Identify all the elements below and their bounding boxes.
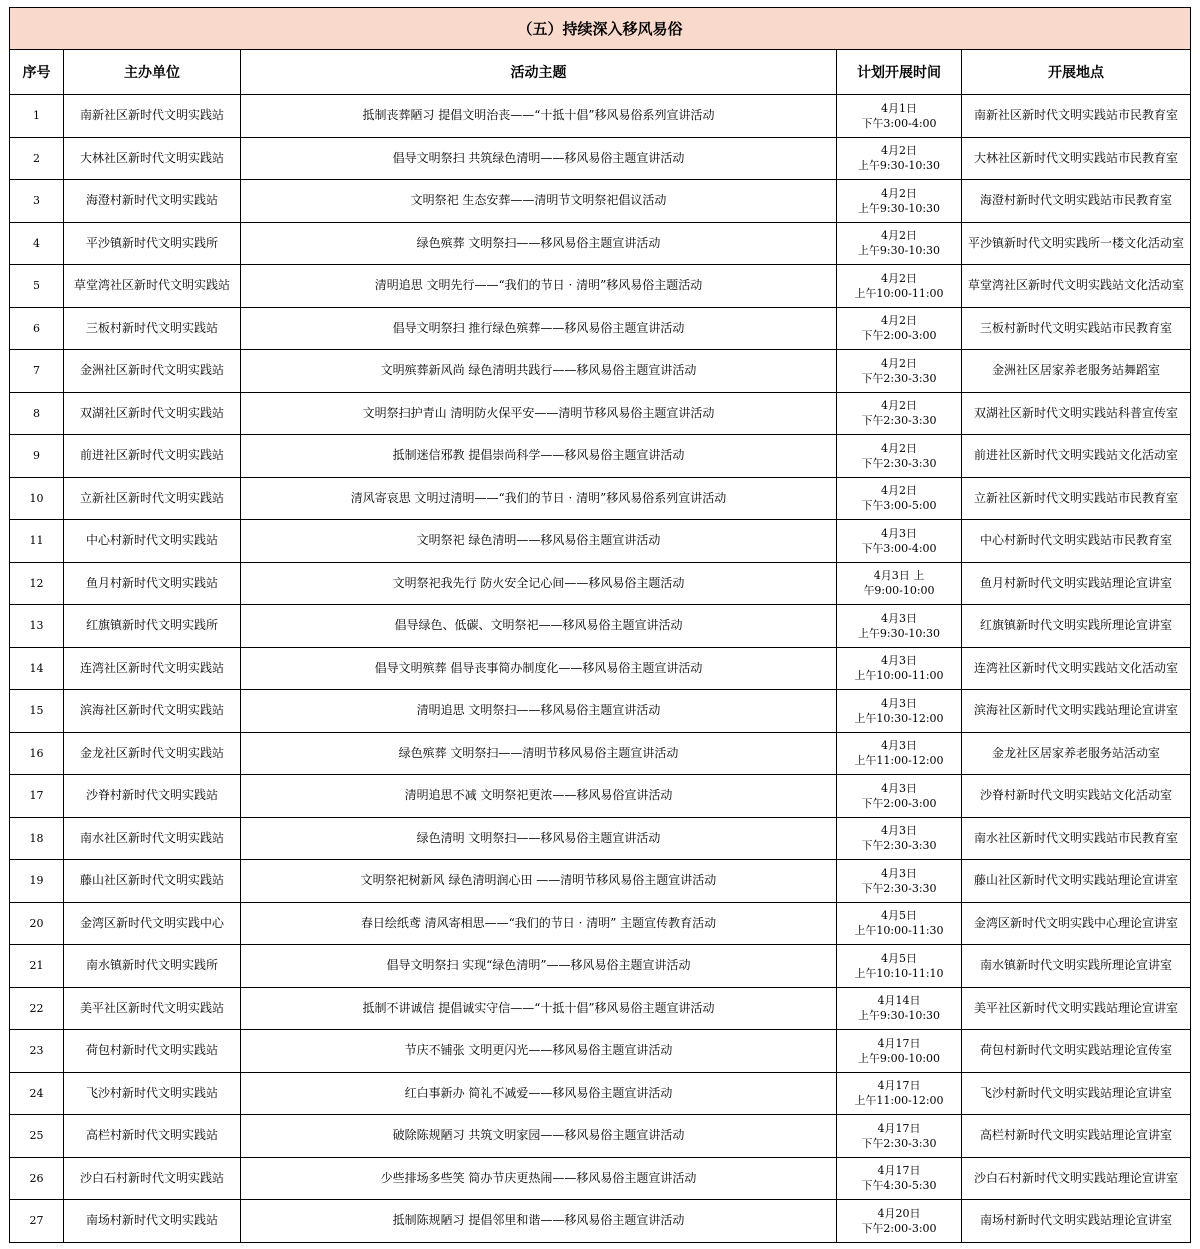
cell-theme: 文明祭扫护青山 清明防火保平安——清明节移风易俗主题宣讲活动: [241, 392, 837, 435]
cell-theme: 倡导文明祭扫 共筑绿色清明——移风易俗主题宣讲活动: [241, 137, 837, 180]
cell-time: [837, 1030, 962, 1073]
cell-hours: 下午2:30-3:30: [861, 456, 937, 470]
cell-theme: 绿色清明 文明祭扫——移风易俗主题宣讲活动: [241, 817, 837, 860]
cell-org: 金龙社区新时代文明实践站: [64, 732, 241, 775]
cell-org: 平沙镇新时代文明实践所: [64, 222, 241, 265]
header-theme: 活动主题: [241, 50, 837, 95]
cell-hours: 上午10:00-11:00: [854, 286, 944, 300]
cell-no: 8: [10, 392, 64, 435]
table-row: [10, 477, 1191, 520]
table-row: [10, 817, 1191, 860]
table-row: [10, 775, 1191, 818]
cell-hours: 下午2:00-3:00: [861, 329, 937, 343]
cell-hours: 下午2:30-3:30: [861, 414, 937, 428]
cell-date: 4月3日: [881, 739, 917, 753]
cell-place: 连湾社区新时代文明实践站文化活动室: [962, 647, 1191, 690]
cell-place: 平沙镇新时代文明实践所一楼文化活动室: [962, 222, 1191, 265]
cell-time: [837, 817, 962, 860]
cell-date: 4月3日: [881, 654, 917, 668]
cell-org: 美平社区新时代文明实践站: [64, 987, 241, 1030]
cell-org: 大林社区新时代文明实践站: [64, 137, 241, 180]
cell-org: 南场村新时代文明实践站: [64, 1200, 241, 1243]
cell-hours: 上午10:00-11:00: [854, 669, 944, 683]
table-header-row: [10, 50, 1191, 95]
cell-hours: 上午10:10-11:10: [854, 966, 944, 980]
cell-no: 20: [10, 902, 64, 945]
cell-time: [837, 180, 962, 223]
cell-place: 双湖社区新时代文明实践站科普宣传室: [962, 392, 1191, 435]
cell-place: 沙白石村新时代文明实践站理论宣讲室: [962, 1157, 1191, 1200]
cell-hours: 下午2:30-3:30: [861, 881, 937, 895]
table-row: [10, 1072, 1191, 1115]
cell-place: 立新社区新时代文明实践站市民教育室: [962, 477, 1191, 520]
cell-no: 21: [10, 945, 64, 988]
cell-theme: 文明祭祀我先行 防火安全记心间——移风易俗主题活动: [241, 562, 837, 605]
table-row: [10, 987, 1191, 1030]
cell-date: 4月2日: [881, 484, 917, 498]
cell-org: 金洲社区新时代文明实践站: [64, 350, 241, 393]
cell-theme: 清明追思 文明祭扫——移风易俗主题宣讲活动: [241, 690, 837, 733]
cell-place: 南新社区新时代文明实践站市民教育室: [962, 95, 1191, 138]
cell-theme: 红白事新办 简礼不减爱——移风易俗主题宣讲活动: [241, 1072, 837, 1115]
cell-no: 23: [10, 1030, 64, 1073]
cell-theme: 抵制迷信邪教 提倡崇尚科学——移风易俗主题宣讲活动: [241, 435, 837, 478]
table-row: [10, 1157, 1191, 1200]
cell-time: [837, 902, 962, 945]
cell-theme: 抵制不讲诚信 提倡诚实守信——“十抵十倡”移风易俗主题宣讲活动: [241, 987, 837, 1030]
cell-place: 草堂湾社区新时代文明实践站文化活动室: [962, 265, 1191, 308]
cell-date: 4月20日: [877, 1206, 921, 1220]
cell-place: 中心村新时代文明实践站市民教育室: [962, 520, 1191, 563]
cell-time: [837, 477, 962, 520]
cell-org: 滨海社区新时代文明实践站: [64, 690, 241, 733]
cell-no: 5: [10, 265, 64, 308]
cell-no: 24: [10, 1072, 64, 1115]
table-row: [10, 945, 1191, 988]
cell-org: 草堂湾社区新时代文明实践站: [64, 265, 241, 308]
cell-time: [837, 647, 962, 690]
cell-time: [837, 520, 962, 563]
cell-date: 4月3日: [881, 696, 917, 710]
cell-org: 飞沙村新时代文明实践站: [64, 1072, 241, 1115]
cell-theme: 春日绘纸鸢 清风寄相思——“我们的节日 · 清明” 主题宣传教育活动: [241, 902, 837, 945]
cell-theme: 清明追思 文明先行——“我们的节日 · 清明”移风易俗主题活动: [241, 265, 837, 308]
cell-theme: 节庆不铺张 文明更闪光——移风易俗主题宣讲活动: [241, 1030, 837, 1073]
table-title: （五）持续深入移风易俗: [10, 8, 1191, 50]
cell-date: 4月2日: [881, 356, 917, 370]
table-row: [10, 1200, 1191, 1243]
cell-hours: 上午9:30-10:30: [857, 201, 941, 215]
cell-theme: 文明祭祀树新风 绿色清明润心田 ——清明节移风易俗主题宣讲活动: [241, 860, 837, 903]
table-row: [10, 350, 1191, 393]
cell-time: [837, 732, 962, 775]
cell-place: 南水镇新时代文明实践所理论宣讲室: [962, 945, 1191, 988]
table-row: [10, 95, 1191, 138]
header-org: 主办单位: [64, 50, 241, 95]
cell-hours: 上午11:00-12:00: [854, 1094, 944, 1108]
cell-date: 4月17日: [877, 1121, 921, 1135]
cell-theme: 抵制陈规陋习 提倡邻里和谐——移风易俗主题宣讲活动: [241, 1200, 837, 1243]
cell-theme: 绿色殡葬 文明祭扫——清明节移风易俗主题宣讲活动: [241, 732, 837, 775]
cell-hours: 午9:00-10:00: [863, 584, 935, 598]
cell-hours: 下午2:30-3:30: [861, 1136, 937, 1150]
cell-date: 4月3日: [881, 866, 917, 880]
cell-place: 金龙社区居家养老服务站活动室: [962, 732, 1191, 775]
cell-theme: 倡导文明祭扫 推行绿色殡葬——移风易俗主题宣讲活动: [241, 307, 837, 350]
cell-date: 4月2日: [881, 144, 917, 158]
table-row: [10, 732, 1191, 775]
cell-no: 18: [10, 817, 64, 860]
cell-time: [837, 95, 962, 138]
cell-org: 沙白石村新时代文明实践站: [64, 1157, 241, 1200]
table-row: [10, 1030, 1191, 1073]
table-title-row: [10, 8, 1191, 50]
cell-theme: 文明祭祀 生态安葬——清明节文明祭祀倡议活动: [241, 180, 837, 223]
cell-date: 4月17日: [877, 1164, 921, 1178]
cell-date: 4月17日: [877, 1079, 921, 1093]
cell-time: [837, 775, 962, 818]
cell-place: 红旗镇新时代文明实践所理论宣讲室: [962, 605, 1191, 648]
cell-no: 16: [10, 732, 64, 775]
table-row: [10, 562, 1191, 605]
cell-no: 22: [10, 987, 64, 1030]
cell-time: [837, 987, 962, 1030]
table-row: [10, 605, 1191, 648]
cell-org: 南水镇新时代文明实践所: [64, 945, 241, 988]
cell-time: [837, 392, 962, 435]
cell-place: 鱼月村新时代文明实践站理论宣讲室: [962, 562, 1191, 605]
cell-hours: 上午9:30-10:30: [857, 244, 941, 258]
cell-date: 4月1日: [881, 101, 917, 115]
cell-theme: 破除陈规陋习 共筑文明家园——移风易俗主题宣讲活动: [241, 1115, 837, 1158]
cell-place: 南水社区新时代文明实践站市民教育室: [962, 817, 1191, 860]
table-row: [10, 902, 1191, 945]
cell-theme: 少些排场多些笑 简办节庆更热闹——移风易俗主题宣讲活动: [241, 1157, 837, 1200]
cell-date: 4月3日: [881, 526, 917, 540]
table-row: [10, 307, 1191, 350]
cell-hours: 下午2:00-3:00: [861, 796, 937, 810]
cell-theme: 清风寄哀思 文明过清明——“我们的节日 · 清明”移风易俗系列宣讲活动: [241, 477, 837, 520]
cell-theme: 倡导文明殡葬 倡导丧事简办制度化——移风易俗主题宣讲活动: [241, 647, 837, 690]
cell-place: 沙脊村新时代文明实践站文化活动室: [962, 775, 1191, 818]
cell-time: [837, 137, 962, 180]
cell-theme: 清明追思不减 文明祭祀更浓——移风易俗宣讲活动: [241, 775, 837, 818]
table-row: [10, 435, 1191, 478]
table-row: [10, 1115, 1191, 1158]
cell-org: 三板村新时代文明实践站: [64, 307, 241, 350]
cell-hours: 上午10:00-11:30: [854, 924, 944, 938]
cell-theme: 抵制丧葬陋习 提倡文明治丧——“十抵十倡”移风易俗系列宣讲活动: [241, 95, 837, 138]
cell-date: 4月14日: [877, 994, 921, 1008]
cell-time: [837, 1157, 962, 1200]
cell-place: 飞沙村新时代文明实践站理论宣讲室: [962, 1072, 1191, 1115]
cell-org: 藤山社区新时代文明实践站: [64, 860, 241, 903]
cell-no: 26: [10, 1157, 64, 1200]
cell-no: 7: [10, 350, 64, 393]
cell-time: [837, 945, 962, 988]
table-row: [10, 520, 1191, 563]
cell-place: 高栏村新时代文明实践站理论宣讲室: [962, 1115, 1191, 1158]
cell-time: [837, 435, 962, 478]
cell-org: 立新社区新时代文明实践站: [64, 477, 241, 520]
cell-hours: 下午4:30-5:30: [861, 1179, 937, 1193]
table-row: [10, 690, 1191, 733]
cell-org: 海澄村新时代文明实践站: [64, 180, 241, 223]
table-row: [10, 222, 1191, 265]
cell-theme: 文明殡葬新风尚 绿色清明共践行——移风易俗主题宣讲活动: [241, 350, 837, 393]
cell-no: 6: [10, 307, 64, 350]
cell-org: 鱼月村新时代文明实践站: [64, 562, 241, 605]
cell-org: 连湾社区新时代文明实践站: [64, 647, 241, 690]
table-row: [10, 647, 1191, 690]
cell-hours: 上午10:30-12:00: [854, 711, 944, 725]
cell-time: [837, 1115, 962, 1158]
cell-place: 大林社区新时代文明实践站市民教育室: [962, 137, 1191, 180]
cell-hours: 上午9:30-10:30: [857, 159, 941, 173]
cell-date: 4月3日 上: [873, 569, 925, 583]
cell-org: 南新社区新时代文明实践站: [64, 95, 241, 138]
cell-org: 前进社区新时代文明实践站: [64, 435, 241, 478]
cell-no: 11: [10, 520, 64, 563]
cell-place: 海澄村新时代文明实践站市民教育室: [962, 180, 1191, 223]
cell-org: 南水社区新时代文明实践站: [64, 817, 241, 860]
cell-org: 高栏村新时代文明实践站: [64, 1115, 241, 1158]
cell-time: [837, 307, 962, 350]
cell-no: 2: [10, 137, 64, 180]
cell-no: 25: [10, 1115, 64, 1158]
cell-place: 前进社区新时代文明实践站文化活动室: [962, 435, 1191, 478]
cell-place: 金湾区新时代文明实践中心理论宣讲室: [962, 902, 1191, 945]
cell-date: 4月3日: [881, 824, 917, 838]
cell-no: 15: [10, 690, 64, 733]
cell-time: [837, 350, 962, 393]
header-no: 序号: [10, 50, 64, 95]
cell-date: 4月5日: [881, 909, 917, 923]
cell-hours: 上午9:30-10:30: [857, 1009, 941, 1023]
cell-place: 金洲社区居家养老服务站舞蹈室: [962, 350, 1191, 393]
cell-date: 4月3日: [881, 611, 917, 625]
cell-org: 中心村新时代文明实践站: [64, 520, 241, 563]
table-row: [10, 392, 1191, 435]
cell-date: 4月3日: [881, 781, 917, 795]
cell-date: 4月2日: [881, 441, 917, 455]
cell-time: [837, 222, 962, 265]
cell-org: 双湖社区新时代文明实践站: [64, 392, 241, 435]
cell-hours: 下午2:30-3:30: [861, 839, 937, 853]
cell-no: 19: [10, 860, 64, 903]
cell-date: 4月2日: [881, 229, 917, 243]
cell-date: 4月17日: [877, 1036, 921, 1050]
table-row: [10, 180, 1191, 223]
schedule-document: [9, 7, 1190, 1243]
cell-date: 4月2日: [881, 271, 917, 285]
cell-no: 9: [10, 435, 64, 478]
cell-no: 1: [10, 95, 64, 138]
table-body: [10, 95, 1191, 1243]
cell-theme: 文明祭祀 绿色清明——移风易俗主题宣讲活动: [241, 520, 837, 563]
table-row: [10, 860, 1191, 903]
cell-date: 4月2日: [881, 186, 917, 200]
cell-no: 4: [10, 222, 64, 265]
table-row: [10, 265, 1191, 308]
cell-place: 荷包村新时代文明实践站理论宣传室: [962, 1030, 1191, 1073]
cell-hours: 下午3:00-4:00: [861, 541, 937, 555]
cell-hours: 下午3:00-5:00: [861, 499, 937, 513]
cell-org: 红旗镇新时代文明实践所: [64, 605, 241, 648]
cell-hours: 下午2:00-3:00: [861, 1221, 937, 1235]
cell-time: [837, 605, 962, 648]
header-time: 计划开展时间: [837, 50, 962, 95]
cell-place: 三板村新时代文明实践站市民教育室: [962, 307, 1191, 350]
cell-hours: 下午2:30-3:30: [861, 371, 937, 385]
cell-place: 滨海社区新时代文明实践站理论宣讲室: [962, 690, 1191, 733]
cell-theme: 倡导文明祭扫 实现“绿色清明”——移风易俗主题宣讲活动: [241, 945, 837, 988]
cell-time: [837, 562, 962, 605]
cell-theme: 倡导绿色、低碳、文明祭祀——移风易俗主题宣讲活动: [241, 605, 837, 648]
cell-theme: 绿色殡葬 文明祭扫——移风易俗主题宣讲活动: [241, 222, 837, 265]
cell-org: 金湾区新时代文明实践中心: [64, 902, 241, 945]
cell-no: 17: [10, 775, 64, 818]
cell-time: [837, 860, 962, 903]
table-row: [10, 137, 1191, 180]
cell-no: 14: [10, 647, 64, 690]
cell-place: 藤山社区新时代文明实践站理论宣讲室: [962, 860, 1191, 903]
cell-hours: 下午3:00-4:00: [861, 116, 937, 130]
activity-table: [9, 7, 1191, 1243]
cell-no: 12: [10, 562, 64, 605]
cell-no: 10: [10, 477, 64, 520]
cell-place: 南场村新时代文明实践站理论宣讲室: [962, 1200, 1191, 1243]
cell-time: [837, 1072, 962, 1115]
cell-hours: 上午9:30-10:30: [857, 626, 941, 640]
cell-no: 27: [10, 1200, 64, 1243]
cell-date: 4月2日: [881, 314, 917, 328]
cell-no: 3: [10, 180, 64, 223]
cell-org: 沙脊村新时代文明实践站: [64, 775, 241, 818]
cell-time: [837, 690, 962, 733]
cell-date: 4月5日: [881, 951, 917, 965]
cell-hours: 上午9:00-10:00: [857, 1051, 941, 1065]
header-place: 开展地点: [962, 50, 1191, 95]
cell-place: 美平社区新时代文明实践站理论宣讲室: [962, 987, 1191, 1030]
cell-hours: 上午11:00-12:00: [854, 754, 944, 768]
cell-no: 13: [10, 605, 64, 648]
cell-org: 荷包村新时代文明实践站: [64, 1030, 241, 1073]
cell-time: [837, 1200, 962, 1243]
cell-time: [837, 265, 962, 308]
cell-date: 4月2日: [881, 399, 917, 413]
